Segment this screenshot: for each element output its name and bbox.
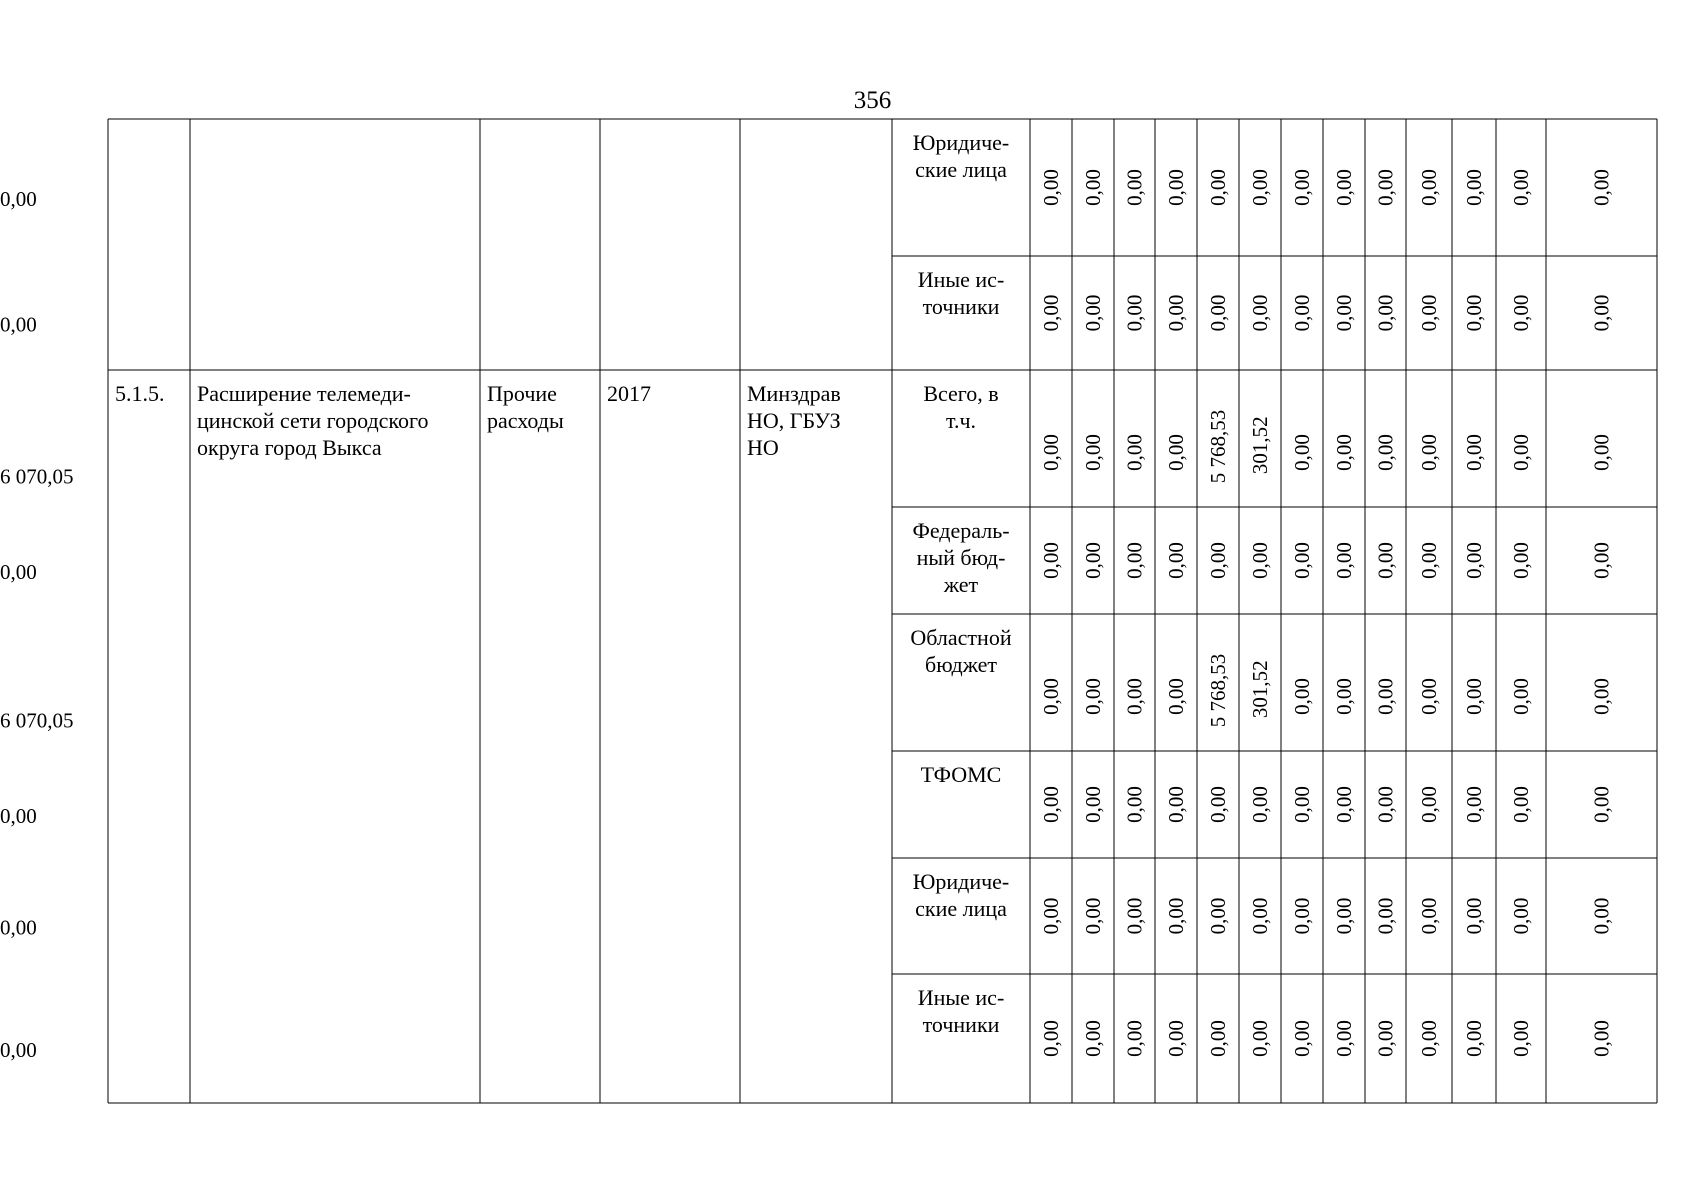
value-cell: 0,00 (1373, 1020, 1398, 1057)
funding-source-label: ТФОМС (920, 762, 1002, 787)
value-cell: 0,00 (1509, 678, 1533, 715)
value-cell: 0,00 (1462, 169, 1486, 206)
funding-source-label: Юридиче- ские лица (912, 130, 1010, 182)
funding-source-label: Федераль- ный бюд- жет (912, 518, 1010, 597)
value-cell: 0,00 (1373, 786, 1398, 823)
value-cell: 0,00 (1206, 1020, 1230, 1057)
value-cell: 0,00 (1164, 434, 1188, 471)
value-cell: 6 070,05 (0, 708, 74, 733)
value-cell: 0,00 (1417, 542, 1441, 579)
value-cell: 0,00 (1373, 169, 1398, 206)
value-cell: 301,52 (1248, 416, 1272, 475)
value-cell: 0,00 (1290, 169, 1314, 206)
value-cell: 0,00 (0, 803, 37, 828)
value-cell: 0,00 (1509, 294, 1533, 332)
value-cell: 0,00 (1164, 169, 1188, 206)
value-cell: 0,00 (1509, 434, 1533, 471)
value-cell: 0,00 (1122, 434, 1147, 471)
item-executor: Минздрав НО, ГБУЗ НО (747, 381, 841, 460)
value-cell: 0,00 (1081, 434, 1105, 471)
value-cell: 0,00 (1417, 169, 1441, 206)
value-cell: 0,00 (1589, 294, 1614, 332)
value-cell: 0,00 (1290, 678, 1314, 715)
value-cell: 0,00 (0, 915, 37, 940)
value-cell: 0,00 (1373, 678, 1398, 715)
value-cell: 0,00 (1589, 786, 1614, 823)
value-cell: 0,00 (1290, 897, 1314, 935)
value-cell: 0,00 (1039, 678, 1063, 715)
value-cell: 0,00 (1332, 786, 1356, 823)
value-cell: 0,00 (1164, 294, 1188, 332)
value-cell: 0,00 (1290, 294, 1314, 332)
value-cell: 0,00 (1373, 294, 1398, 332)
value-cell: 0,00 (1332, 434, 1356, 471)
value-cell: 0,00 (1122, 897, 1147, 935)
item-year: 2017 (607, 381, 651, 406)
value-cell: 0,00 (1373, 434, 1398, 471)
value-cell: 0,00 (1081, 169, 1105, 206)
value-cell: 0,00 (1290, 786, 1314, 823)
value-cell: 0,00 (1164, 542, 1188, 579)
value-cell: 0,00 (1332, 1020, 1356, 1057)
value-cell: 0,00 (1462, 1020, 1486, 1057)
value-cell: 0,00 (1206, 294, 1230, 332)
value-cell: 0,00 (1081, 897, 1105, 935)
value-cell: 0,00 (0, 186, 37, 211)
value-cell: 0,00 (1417, 294, 1441, 332)
value-cell: 5 768,53 (1206, 409, 1230, 484)
value-cell: 0,00 (0, 1037, 37, 1062)
value-cell: 0,00 (1509, 897, 1533, 935)
funding-source-label: Иные ис- точники (917, 267, 1005, 319)
value-cell: 0,00 (1248, 542, 1272, 579)
value-cell: 0,00 (1417, 434, 1441, 471)
value-cell: 0,00 (1509, 542, 1533, 579)
value-cell: 0,00 (1589, 897, 1614, 935)
value-cell: 0,00 (1206, 169, 1230, 206)
value-cell: 0,00 (1248, 169, 1272, 206)
value-cell: 0,00 (1164, 1020, 1188, 1057)
value-cell: 0,00 (1509, 1020, 1533, 1057)
funding-source-label: Иные ис- точники (917, 985, 1005, 1037)
value-cell: 0,00 (1039, 294, 1063, 332)
value-cell: 0,00 (1039, 169, 1063, 206)
item-name: Расширение телемеди- цинской сети городского округа город Выкса (197, 381, 429, 460)
value-cell: 0,00 (1509, 169, 1533, 206)
value-cell: 0,00 (1589, 542, 1614, 579)
value-cell: 0,00 (1462, 294, 1486, 332)
value-cell: 0,00 (1122, 678, 1147, 715)
value-cell: 0,00 (1589, 434, 1614, 471)
value-cell: 0,00 (1589, 1020, 1614, 1057)
value-cell: 0,00 (1417, 678, 1441, 715)
value-cell: 0,00 (1081, 786, 1105, 823)
value-cell: 0,00 (1332, 897, 1356, 935)
value-cell: 0,00 (1164, 678, 1188, 715)
value-cell: 0,00 (1248, 786, 1272, 823)
value-cell: 0,00 (1206, 542, 1230, 579)
value-cell: 0,00 (1122, 542, 1147, 579)
value-cell: 0,00 (1081, 294, 1105, 332)
value-cell: 0,00 (1081, 1020, 1105, 1057)
value-cell: 0,00 (1462, 678, 1486, 715)
value-cell: 0,00 (1039, 897, 1063, 935)
value-cell: 0,00 (1290, 542, 1314, 579)
value-cell: 0,00 (1417, 786, 1441, 823)
value-cell: 0,00 (1122, 294, 1147, 332)
value-cell: 0,00 (1462, 434, 1486, 471)
value-cell: 0,00 (1081, 542, 1105, 579)
value-cell: 0,00 (1290, 434, 1314, 471)
value-cell: 0,00 (1206, 897, 1230, 935)
value-cell: 0,00 (1509, 786, 1533, 823)
value-cell: 0,00 (1332, 542, 1356, 579)
value-cell: 0,00 (1248, 1020, 1272, 1057)
value-cell: 0,00 (1373, 542, 1398, 579)
value-cell: 0,00 (1589, 169, 1614, 206)
value-cell: 0,00 (1332, 294, 1356, 332)
value-cell: 6 070,05 (0, 464, 74, 489)
value-cell: 0,00 (1122, 786, 1147, 823)
page-number: 356 (853, 87, 892, 114)
value-cell: 0,00 (1039, 542, 1063, 579)
value-cell: 0,00 (1462, 897, 1486, 935)
funding-source-label: Всего, в т.ч. (923, 381, 999, 433)
value-cell: 5 768,53 (1206, 653, 1230, 728)
value-cell: 0,00 (1122, 1020, 1147, 1057)
value-cell: 0,00 (1462, 786, 1486, 823)
value-cell: 0,00 (1164, 897, 1188, 935)
item-number: 5.1.5. (115, 381, 165, 406)
funding-source-label: Областной бюджет (910, 625, 1012, 677)
value-cell: 0,00 (1332, 678, 1356, 715)
value-cell: 0,00 (1462, 542, 1486, 579)
value-cell: 301,52 (1248, 660, 1272, 719)
value-cell: 0,00 (0, 559, 37, 584)
value-cell: 0,00 (1039, 786, 1063, 823)
value-cell: 0,00 (1122, 169, 1147, 206)
value-cell: 0,00 (1417, 1020, 1441, 1057)
funding-source-label: Юридиче- ские лица (912, 869, 1010, 921)
value-cell: 0,00 (1290, 1020, 1314, 1057)
value-cell: 0,00 (1081, 678, 1105, 715)
value-cell: 0,00 (1332, 169, 1356, 206)
item-expense-type: Прочие расходы (487, 381, 564, 433)
value-cell: 0,00 (1417, 897, 1441, 935)
value-cell: 0,00 (1039, 1020, 1063, 1057)
value-cell: 0,00 (1039, 434, 1063, 471)
value-cell: 0,00 (1373, 897, 1398, 935)
value-cell: 0,00 (1248, 294, 1272, 332)
value-cell: 0,00 (0, 312, 37, 337)
value-cell: 0,00 (1589, 678, 1614, 715)
value-cell: 0,00 (1248, 897, 1272, 935)
value-cell: 0,00 (1206, 786, 1230, 823)
value-cell: 0,00 (1164, 786, 1188, 823)
